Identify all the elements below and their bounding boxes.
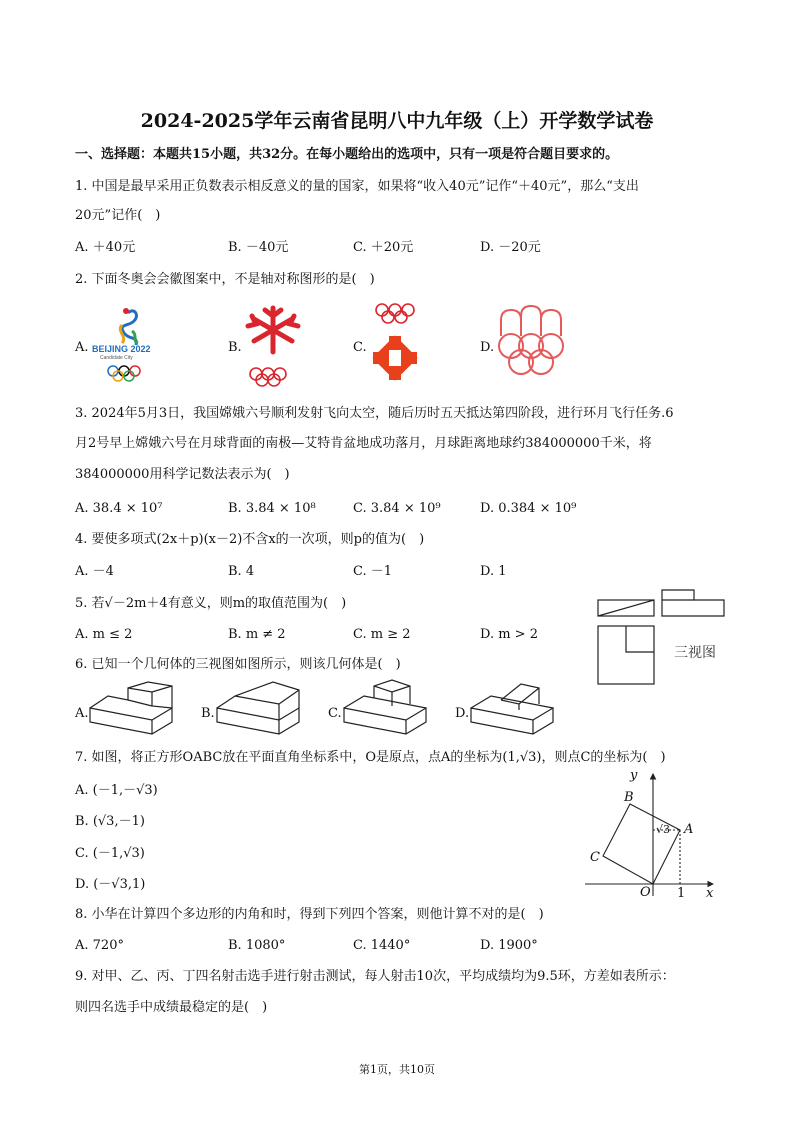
q6-option-d: D. — [455, 706, 470, 721]
q2-option-b: B. — [228, 340, 242, 355]
q3-stem-line2: 月2号早上嫦娥六号在月球背面的南极—艾特肯盆地成功落月，月球距离地球约384000000千米，将 — [75, 436, 652, 451]
q1-stem-line1: 1. 中国是最早采用正负数表示相反意义的量的国家，如果将“收入40元”记作“＋40元”，那么“支出 — [75, 179, 639, 194]
q3-stem-line1: 3. 2024年5月3日，我国嫦娥六号顺利发射飞向太空，随后历时五天抵达第四阶段，进行环月飞行任务.6 — [75, 406, 674, 421]
solid-d — [469, 680, 559, 736]
q7-option-b: B. (√3,－1) — [75, 814, 145, 829]
fig-label-b: B — [624, 790, 634, 805]
montreal-logo — [495, 306, 575, 388]
fig-label-y: y — [630, 768, 638, 783]
q4-option-b: B. 4 — [228, 564, 255, 579]
q4-option-d: D. 1 — [480, 564, 507, 579]
q7-option-d: D. (－√3,1) — [75, 877, 146, 892]
beijing-logo-text: BEIJING 2022 — [92, 344, 151, 354]
q8-option-c: C. 1440° — [353, 938, 411, 953]
fig-label-one: 1 — [677, 886, 686, 901]
fig-label-sqrt3: √3 — [656, 823, 671, 836]
q2-option-d: D. — [480, 340, 495, 355]
q3-stem-line3: 384000000用科学记数法表示为( ) — [75, 467, 290, 482]
section-heading: 一、选择题：本题共15小题，共32分。在每小题给出的选项中，只有一项是符合题目要求的。 — [75, 147, 619, 162]
fig-label-c: C — [590, 850, 600, 865]
q5-stem: 5. 若√－2m＋4有意义，则m的取值范围为( ) — [75, 596, 347, 611]
q4-stem: 4. 要使多项式(2x＋p)(x－2)不含x的一次项，则p的值为( ) — [75, 532, 425, 547]
q3-option-b: B. 3.84 × 10⁸ — [228, 501, 316, 516]
three-views-label: 三视图 — [674, 645, 716, 661]
q6-option-c: C. — [328, 706, 342, 721]
q9-stem-line1: 9. 对甲、乙、丙、丁四名射击选手进行射击测试，每人射击10次，平均成绩均为9.5环，方差如表所示： — [75, 969, 675, 984]
q7-stem: 7. 如图，将正方形OABC放在平面直角坐标系中，O是原点，点A的坐标为(1,√3)，则点C的坐标为( ) — [75, 750, 666, 765]
q8-option-d: D. 1900° — [480, 938, 538, 953]
fig-label-a: A — [684, 822, 694, 837]
q8-stem: 8. 小华在计算四个多边形的内角和时，得到下列四个答案，则他计算不对的是( ) — [75, 907, 544, 922]
q3-option-a: A. 38.4 × 10⁷ — [75, 501, 163, 516]
q6-option-b: B. — [201, 706, 215, 721]
square-coordinate-figure — [585, 770, 720, 900]
sarajevo-logo — [365, 300, 435, 390]
q4-option-a: A. －4 — [75, 564, 114, 579]
solid-a — [88, 680, 178, 736]
solid-b — [215, 680, 305, 736]
q1-option-b: B. －40元 — [228, 240, 289, 255]
q6-option-a: A. — [75, 706, 89, 721]
q6-stem: 6. 已知一个几何体的三视图如图所示，则该几何体是( ) — [75, 657, 401, 672]
q8-option-a: A. 720° — [75, 938, 124, 953]
q5-option-c: C. m ≥ 2 — [353, 627, 411, 642]
fig-label-x: x — [706, 886, 714, 901]
q1-option-c: C. ＋20元 — [353, 240, 414, 255]
three-views-figure — [596, 588, 726, 688]
q2-option-c: C. — [353, 340, 367, 355]
q3-option-c: C. 3.84 × 10⁹ — [353, 501, 441, 516]
snowflake-logo — [238, 302, 308, 388]
q4-option-c: C. －1 — [353, 564, 393, 579]
q7-option-a: A. (－1,－√3) — [75, 783, 158, 798]
q1-option-d: D. －20元 — [480, 240, 541, 255]
q5-option-a: A. m ≤ 2 — [75, 627, 133, 642]
q2-option-a: A. — [75, 340, 89, 355]
q1-option-a: A. ＋40元 — [75, 240, 136, 255]
page-title: 2024-2025学年云南省昆明八中九年级（上）开学数学试卷 — [140, 110, 654, 132]
q5-option-d: D. m > 2 — [480, 627, 538, 642]
q9-stem-line2: 则四名选手中成绩最稳定的是( ) — [75, 1000, 268, 1015]
fig-label-o: O — [640, 885, 651, 900]
page-footer: 第1页，共10页 — [359, 1063, 435, 1076]
q1-stem-line2: 20元”记作( ) — [75, 208, 161, 223]
beijing-logo-subtext: Candidate City — [100, 355, 133, 361]
q7-option-c: C. (－1,√3) — [75, 846, 145, 861]
q2-stem: 2. 下面冬奥会会徽图案中，不是轴对称图形的是( ) — [75, 272, 375, 287]
solid-c — [342, 678, 432, 736]
q5-option-b: B. m ≠ 2 — [228, 627, 286, 642]
q8-option-b: B. 1080° — [228, 938, 286, 953]
q3-option-d: D. 0.384 × 10⁹ — [480, 501, 577, 516]
